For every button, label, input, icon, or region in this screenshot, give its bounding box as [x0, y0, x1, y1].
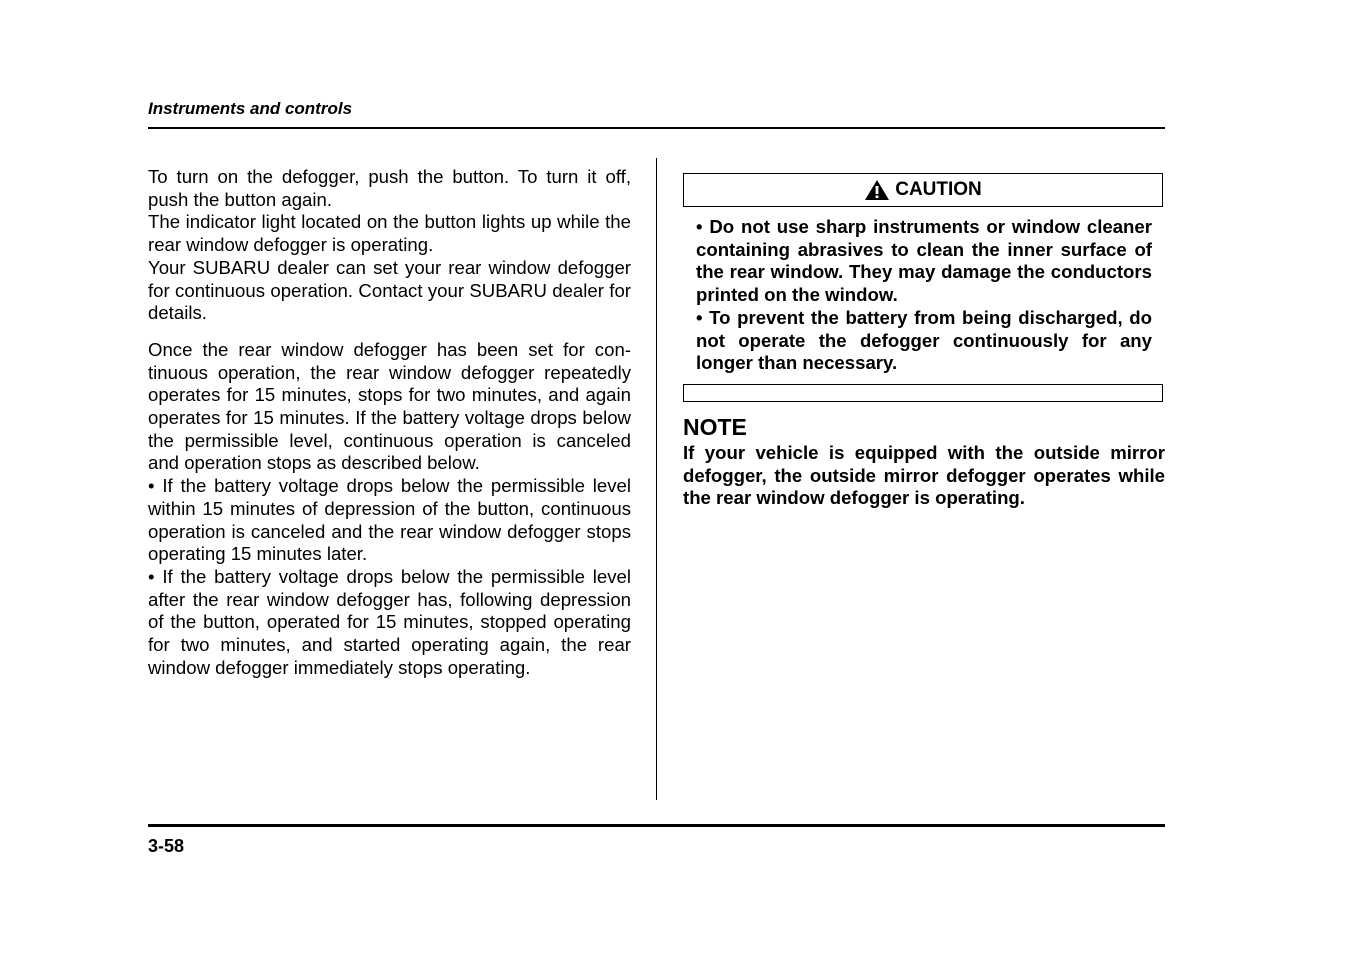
- caution-item-battery: • To prevent the battery from being discharged, do not operate the defogger continuously for any longer than necessary.: [696, 306, 1152, 374]
- bullet-after-cycle: • If the battery voltage drops below the permissible level after the rear window defogger has, following depression of the button, operated for 15 minutes, stopped operating for two minutes, and started operating again, the rear window defogger immediately stops operating.: [148, 565, 631, 678]
- caution-title: CAUTION: [895, 179, 982, 200]
- column-divider: [656, 158, 657, 800]
- section-title: Instruments and controls: [148, 99, 353, 118]
- note-body: [683, 442, 1165, 510]
- caution-footer-box: [683, 384, 1163, 402]
- paragraph-defogger-on-off: To turn on the defogger, push the button. To turn it off, push the button again.: [148, 166, 631, 210]
- caution-item-sharp-instruments: • Do not use sharp instruments or window cleaner containing abrasives to clean the inner surface of the rear window. They may damage the conductors printed on the window.: [696, 216, 1152, 306]
- paragraph-continuous-operation: Once the rear window defogger has been set for continuous operation, the rear window defogger repeatedly operates for 15 minutes, stops for two minutes, and again operates for 15 minutes. If the battery voltage drops below the permissible level, continuous operation is canceled and operation stops as described below.: [148, 338, 631, 474]
- paragraph-indicator-light: The indicator light located on the button lights up while the rear window defogger is operating.: [148, 211, 631, 256]
- caution-header: [683, 173, 1163, 207]
- paragraph-dealer-setting: Your SUBARU dealer can set your rear window defogger for continuous operation. Contact your SUBARU dealer for details.: [148, 256, 631, 324]
- warning-triangle-icon: [864, 179, 890, 201]
- footer-rule: [148, 824, 1165, 827]
- note-text: If your vehicle is equipped with the outside mirror defogger, the outside mirror defogger operates while the rear window defogger is operating.: [683, 442, 1165, 509]
- bullet-within-15-minutes: • If the battery voltage drops below the permissible level within 15 minutes of depression of the button, continuous operation is canceled and the rear window defogger stops operating 15 minutes later.: [148, 475, 631, 565]
- caution-body: [696, 216, 1152, 375]
- left-column: [148, 166, 631, 679]
- header-rule: [148, 127, 1165, 129]
- note-heading: NOTE: [683, 414, 747, 440]
- page-number: 3-58: [148, 836, 185, 856]
